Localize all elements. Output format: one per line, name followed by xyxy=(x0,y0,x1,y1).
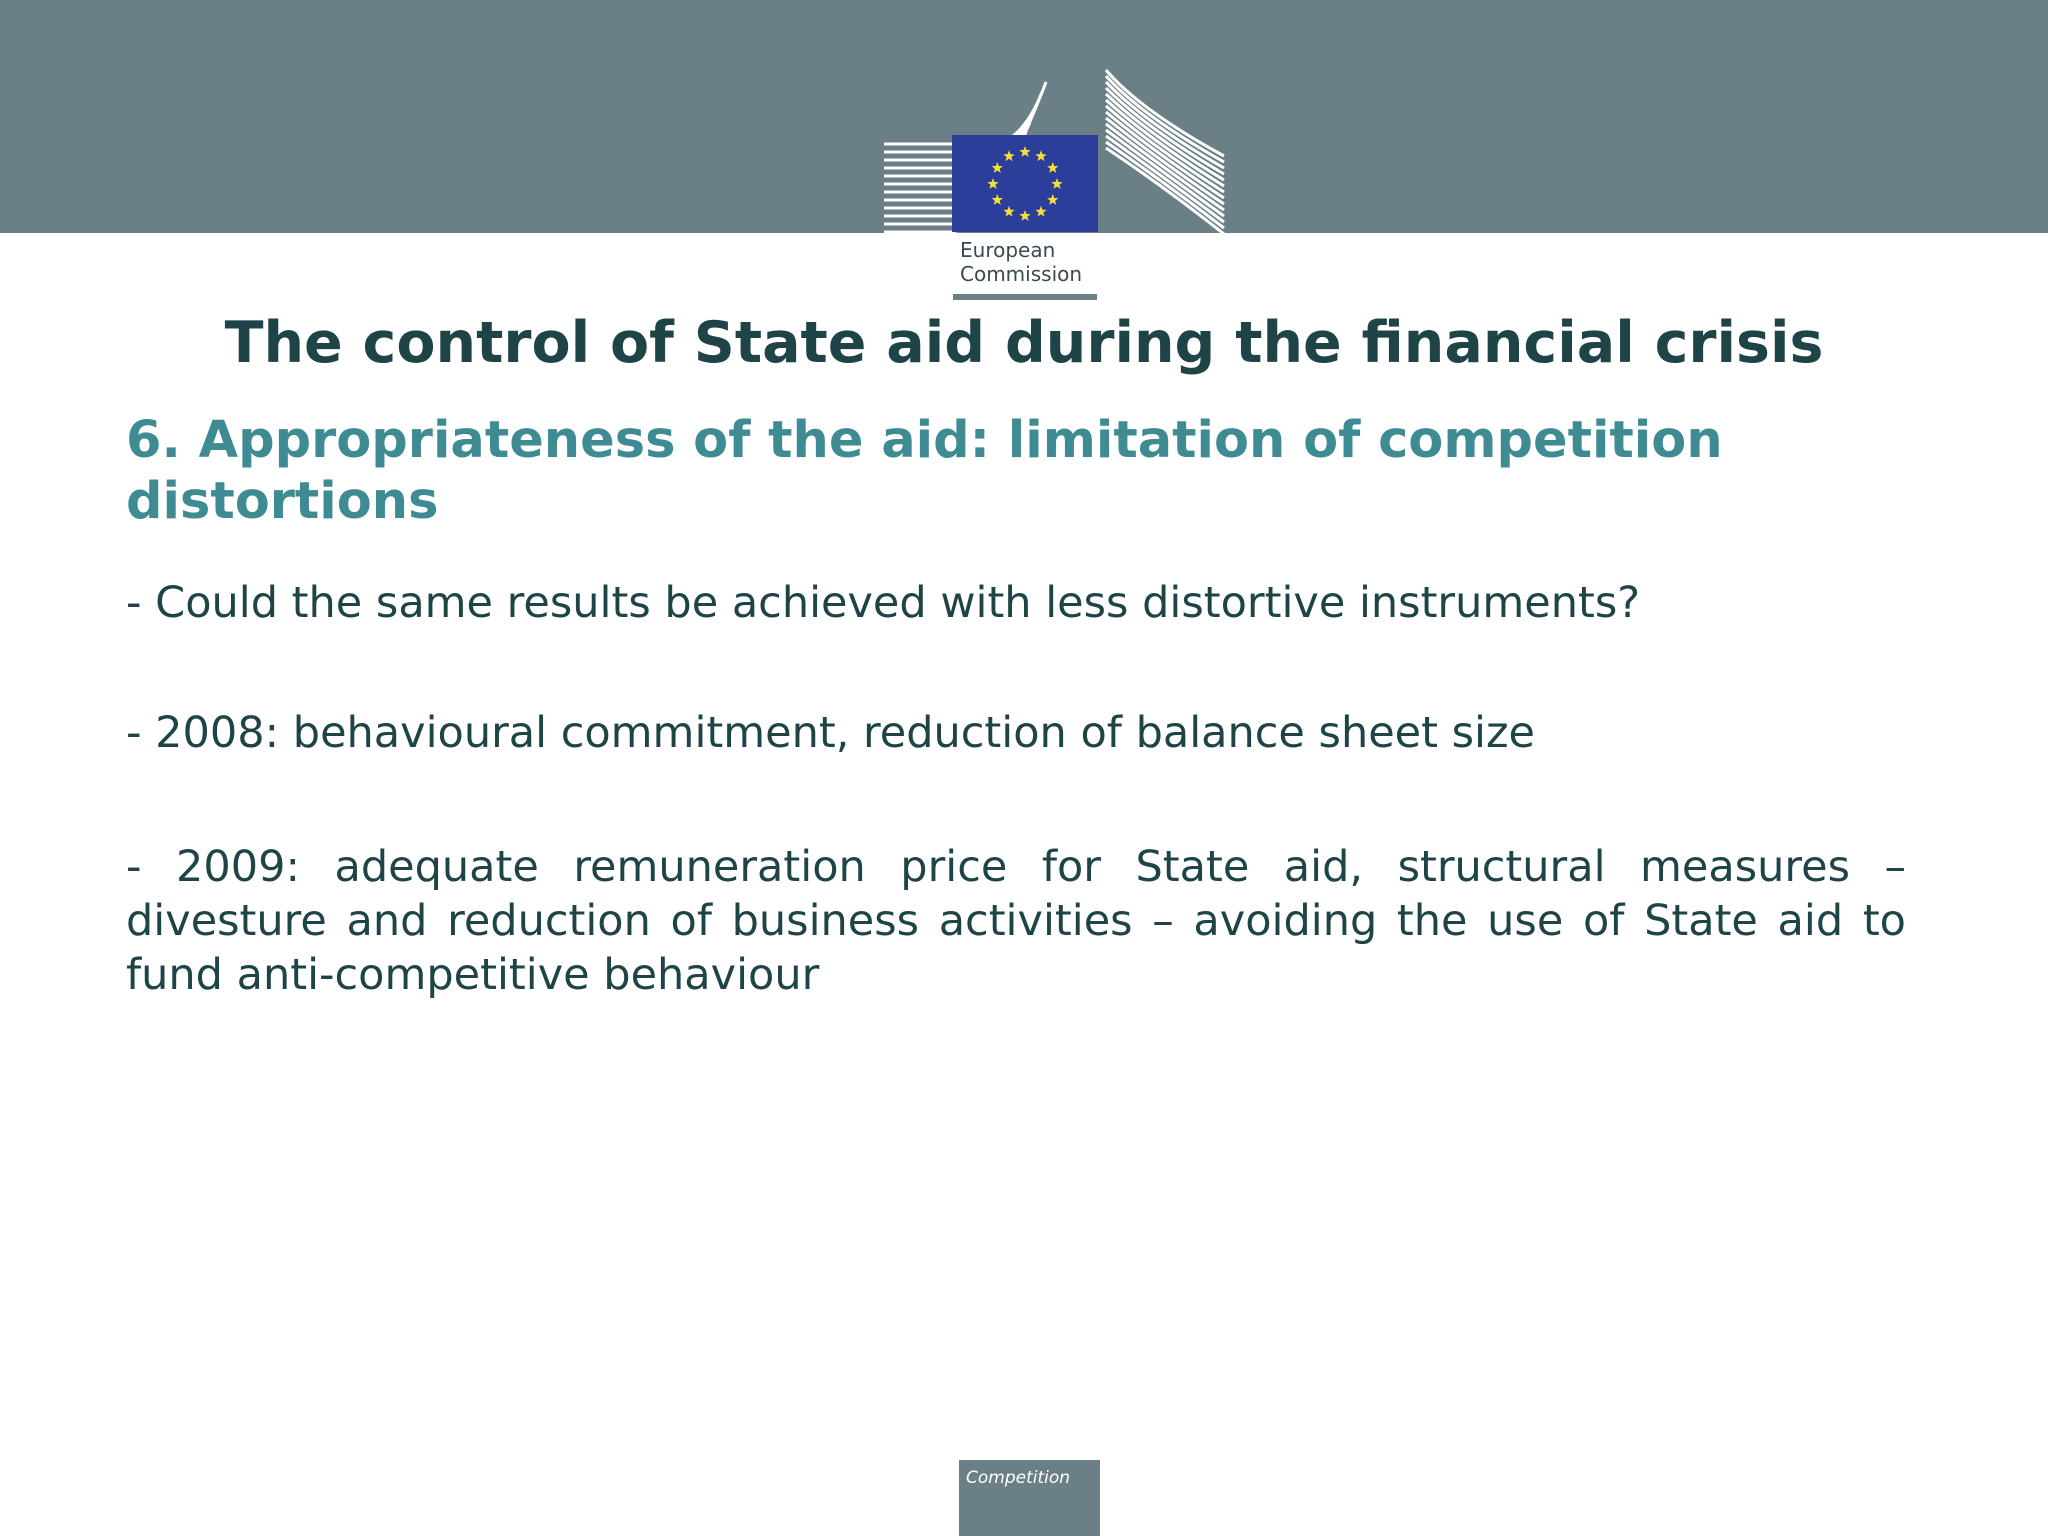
bullet-item: - Could the same results be achieved with less distortive instruments? xyxy=(126,578,1641,628)
berlaymont-right-wing-icon xyxy=(1106,70,1224,234)
logo-wordmark xyxy=(960,238,1102,286)
slide-title: The control of State aid during the financial crisis xyxy=(224,310,1824,376)
footer-tab xyxy=(959,1460,1100,1536)
slide-subtitle: 6. Appropriateness of the aid: limitation of competition distortions xyxy=(126,411,1723,531)
bullet-item: - 2008: behavioural commitment, reduction of balance sheet size xyxy=(126,708,1536,758)
footer-label: Competition xyxy=(966,1468,1071,1488)
logo-wordmark-line2: Commission xyxy=(960,262,1083,286)
logo-wordmark-line1: European xyxy=(960,238,1056,262)
logo-underline xyxy=(953,294,1097,300)
bullet-item: - 2009: adequate remuneration price for State aid, structural measures – divesture and reduction of business activities – avoiding the use of State aid to fund anti-competitive behaviour xyxy=(126,842,1906,1000)
